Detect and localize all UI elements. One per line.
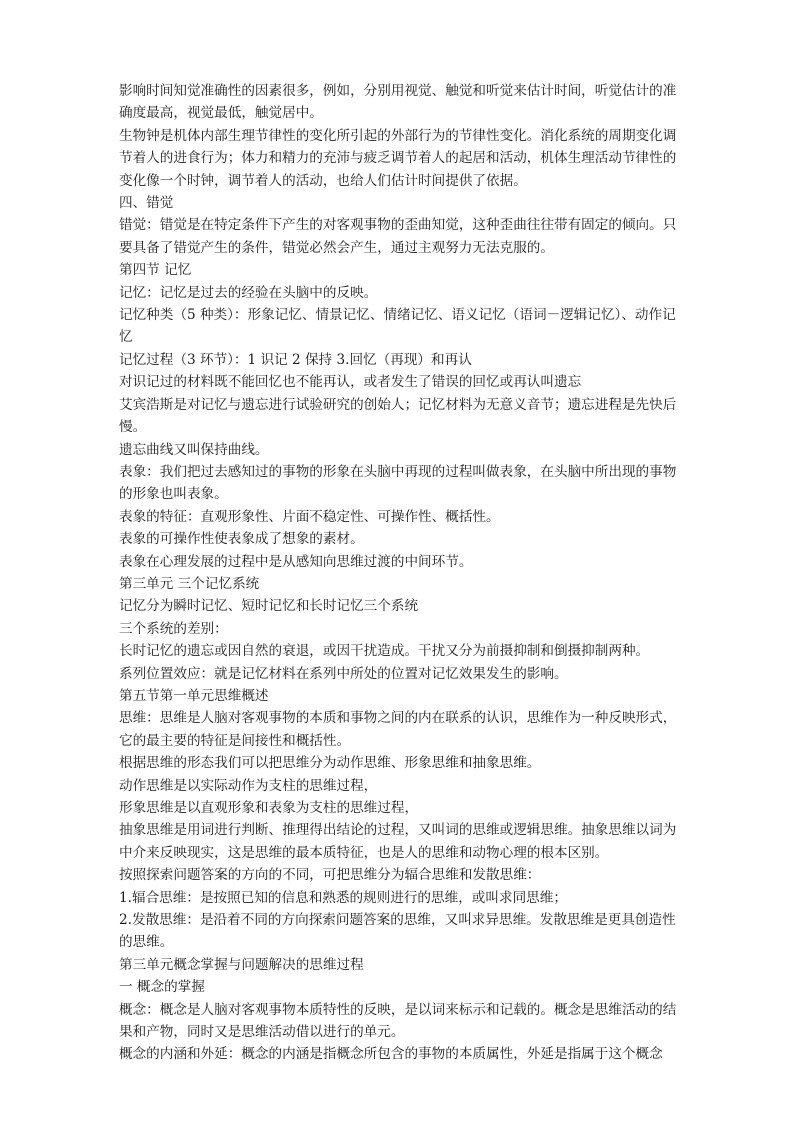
heading-concept-mastery: 一 概念的掌握 — [119, 979, 205, 996]
heading-illusion: 四、错觉 — [119, 195, 174, 212]
heading-concept-mastery-unit: 第三单元概念掌握与问题解决的思维过程 — [119, 956, 364, 973]
paragraph-divergent-thinking: 2.发散思维：是沿着不同的方向探索问题答案的思维，又叫求异思维。发散思维是更具创造性的思维。 — [119, 912, 676, 951]
paragraph-concept-definition: 概念：概念是人脑对客观事物本质特性的反映，是以词来标示和记载的。概念是思维活动的结果和产物，同时又是思维活动借以进行的单元。 — [119, 1001, 677, 1041]
paragraph-memory-definition: 记忆：记忆是过去的经验在头脑中的反映。 — [119, 284, 378, 301]
paragraph-convergent-thinking: 1.辐合思维：是按照已知的信息和熟悉的规则进行的思维，或叫求同思维； — [119, 889, 567, 906]
paragraph-representation-features: 表象的特征：直观形象性、片面不稳定性、可操作性、概括性。 — [119, 508, 500, 525]
paragraph-representation-operability: 表象的可操作性使表象成了想象的素材。 — [119, 531, 364, 548]
document-body — [119, 80, 679, 1066]
paragraph-representation-transition: 表象在心理发展的过程中是从感知向思维过渡的中间环节。 — [119, 553, 473, 570]
heading-section-memory: 第四节 记忆 — [119, 262, 192, 279]
heading-section-thinking: 第五节第一单元思维概述 — [119, 687, 269, 704]
paragraph-memory-process: 记忆过程（3 环节）：1 识记 2 保持 3.回忆（再现）和再认 — [119, 351, 472, 368]
paragraph-thinking-forms: 根据思维的形态我们可以把思维分为动作思维、形象思维和抽象思维。 — [119, 755, 541, 772]
paragraph-abstract-thinking: 抽象思维是用词进行判断、推理得出结论的过程，又叫词的思维或逻辑思维。抽象思维以词为中介来反映现实，这是思维的最本质特征，也是人的思维和动物心理的根本区别。 — [119, 822, 677, 861]
paragraph-forgetting-curve: 遗忘曲线又叫保持曲线。 — [119, 441, 269, 458]
paragraph-long-term-forgetting: 长时记忆的遗忘或因自然的衰退，或因干扰造成。干扰又分为前摄抑制和倒摄抑制两种。 — [119, 643, 650, 660]
paragraph-serial-position-effect: 系列位置效应：就是记忆材料在系列中所处的位置对记忆效果发生的影响。 — [119, 665, 568, 682]
paragraph-illusion-definition: 错觉：错觉是在特定条件下产生的对客观事物的歪曲知觉，这种歪曲往往带有固定的倾向。只要具备了错觉产生的条件，错觉必然会产生，通过主观努力无法克服的。 — [119, 217, 677, 256]
paragraph-thinking-direction: 按照探索问题答案的方向的不同，可把思维分为辐合思维和发散思维： — [119, 867, 541, 884]
paragraph-biological-clock: 生物钟是机体内部生理节律性的变化所引起的外部行为的节律性变化。消化系统的周期变化调节着人的进食行为；体力和精力的充沛与疲乏调节着人的起居和活动，机体生理活动节律性的变化像一个时钟，调节着人的活动，也给人们估计时间提供了依据。 — [119, 127, 677, 189]
paragraph-memory-systems: 记忆分为瞬时记忆、短时记忆和长时记忆三个系统 — [119, 598, 419, 615]
paragraph-time-perception: 影响时间知觉准确性的因素很多，例如，分别用视觉、触觉和听觉来估计时间，听觉估计的准确度最高，视觉最低，触觉居中。 — [119, 83, 677, 122]
paragraph-ebbinghaus: 艾宾浩斯是对记忆与遗忘进行试验研究的创始人；记忆材料为无意义音节；遗忘进程是先快后慢。 — [119, 396, 677, 436]
paragraph-system-differences: 三个系统的差别： — [119, 620, 228, 637]
paragraph-representation-definition: 表象：我们把过去感知过的事物的形象在头脑中再现的过程叫做表象，在头脑中所出现的事物的形象也叫表象。 — [119, 463, 677, 503]
paragraph-forgetting-definition: 对识记过的材料既不能回忆也不能再认，或者发生了错误的回忆或再认叫遗忘 — [119, 374, 582, 391]
paragraph-image-thinking: 形象思维是以直观形象和表象为支柱的思维过程， — [119, 800, 419, 816]
paragraph-concept-intension-extension: 概念的内涵和外延：概念的内涵是指概念所包含的事物的本质属性，外延是指属于这个概念 — [119, 1046, 663, 1063]
paragraph-thinking-definition: 思维：思维是人脑对客观事物的本质和事物之间的内在联系的认识，思维作为一种反映形式，它的最主要的特征是间接性和概括性。 — [119, 710, 677, 749]
paragraph-memory-types: 记忆种类（5 种类）：形象记忆、情景记忆、情绪记忆、语义记忆（语词－逻辑记忆）、动作记忆 — [119, 307, 676, 346]
heading-three-memory-systems: 第三单元 三个记忆系统 — [119, 575, 260, 592]
paragraph-action-thinking: 动作思维是以实际动作为支柱的思维过程， — [119, 777, 378, 794]
